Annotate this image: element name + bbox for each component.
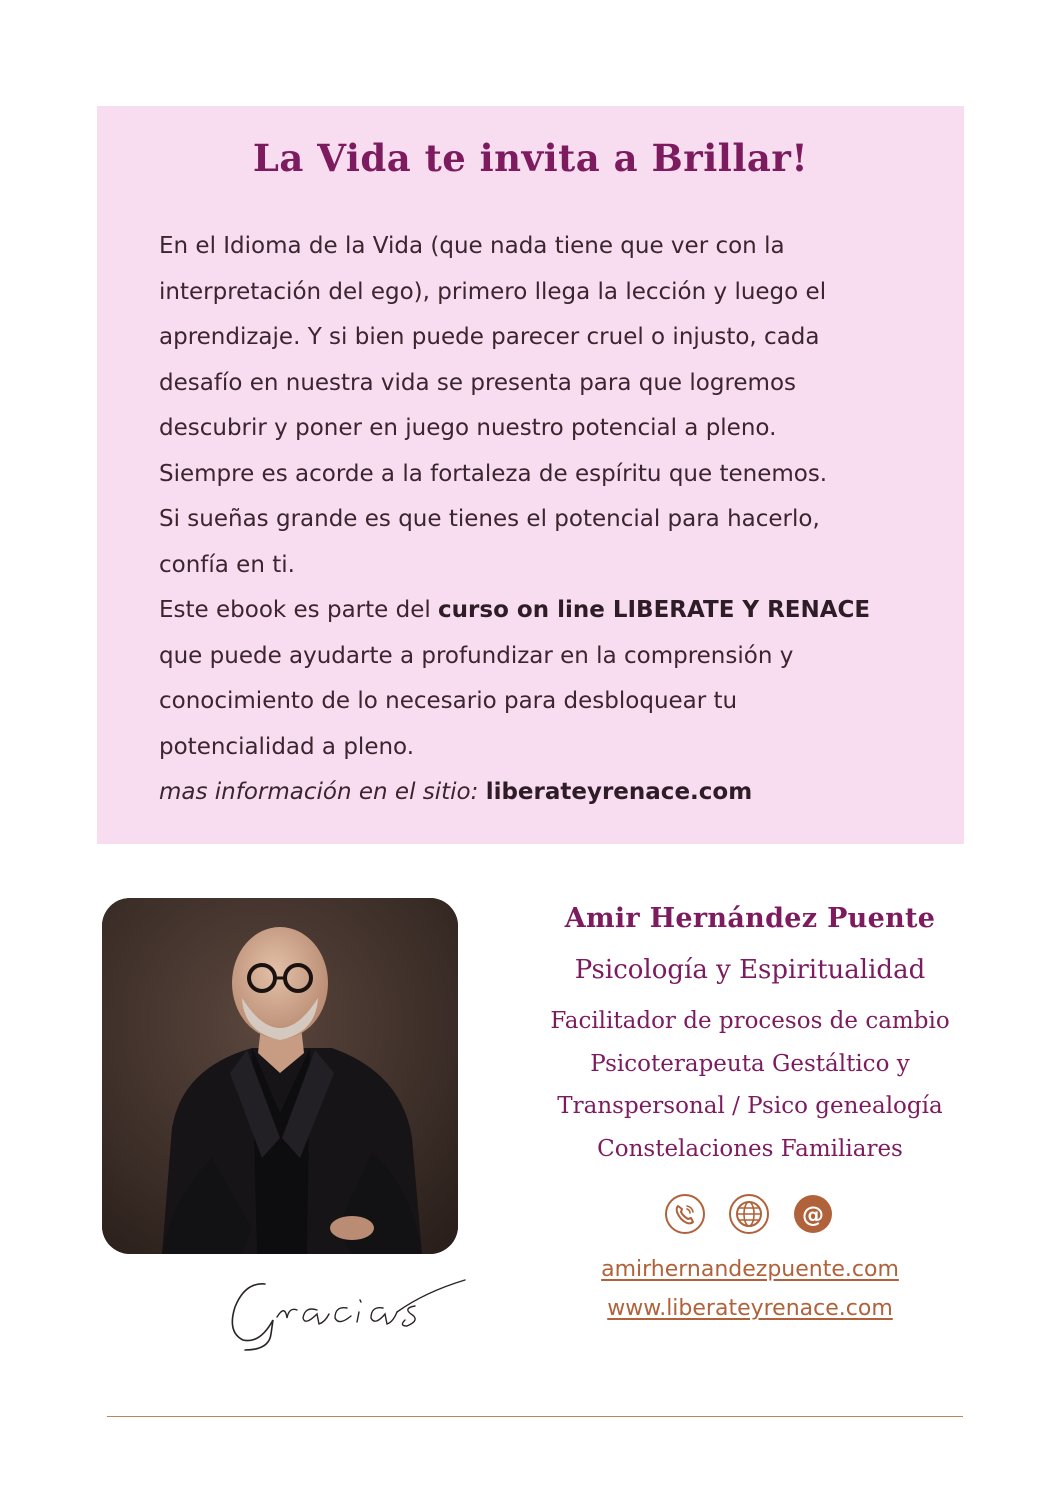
contact-links <box>530 1250 970 1328</box>
author-website-link[interactable]: amirhernandezpuente.com <box>601 1257 899 1282</box>
intro-body <box>159 224 939 816</box>
globe-icon[interactable] <box>728 1193 770 1235</box>
phone-icon[interactable] <box>664 1193 706 1235</box>
more-info-site: liberateyrenace.com <box>485 779 753 805</box>
author-name: Amir Hernández Puente <box>564 903 936 934</box>
intro-line: En el Idioma de la Vida (que nada tiene que ver con la <box>159 233 785 259</box>
intro-line: descubrir y poner en juego nuestro potencial a pleno. <box>159 415 777 441</box>
more-info-label: mas información en el sitio: <box>159 779 486 805</box>
author-subtitle: Psicología y Espiritualidad <box>574 955 926 985</box>
course-line: que puede ayudarte a profundizar en la comprensión y <box>159 642 794 669</box>
course-line: potencialidad a pleno. <box>159 733 415 760</box>
author-role: Psicoterapeuta Gestáltico y <box>590 1050 910 1077</box>
footer-divider <box>107 1416 963 1417</box>
course-prefix: Este ebook es parte del <box>159 597 439 623</box>
intro-line: aprendizaje. Y si bien puede parecer cruel o injusto, cada <box>159 324 820 350</box>
course-website-link[interactable]: www.liberateyrenace.com <box>607 1296 893 1321</box>
intro-line: Siempre es acorde a la fortaleza de espíritu que tenemos. <box>159 460 828 487</box>
course-name: curso on line LIBERATE Y RENACE <box>438 597 871 623</box>
course-line: conocimiento de lo necesario para desbloquear tu <box>159 688 738 714</box>
intro-line: confía en ti. <box>159 551 295 578</box>
svg-text:@: @ <box>802 1203 824 1228</box>
author-info <box>530 896 970 1170</box>
course-line <box>159 588 939 634</box>
author-role: Facilitador de procesos de cambio <box>550 1008 950 1034</box>
at-sign-icon[interactable] <box>792 1193 834 1235</box>
intro-line: interpretación del ego), primero llega la lección y luego el <box>159 278 827 305</box>
signature <box>225 1262 475 1352</box>
more-info-line <box>159 770 939 816</box>
author-photo <box>102 898 458 1254</box>
author-role: Transpersonal / Psico genealogía <box>557 1093 943 1119</box>
contact-icons <box>664 1193 834 1235</box>
author-roles <box>530 1000 970 1170</box>
intro-line: desafío en nuestra vida se presenta para que logremos <box>159 369 797 396</box>
intro-line: Si sueñas grande es que tienes el potencial para hacerlo, <box>159 506 820 532</box>
page-title: La Vida te invita a Brillar! <box>252 136 809 180</box>
author-role: Constelaciones Familiares <box>597 1135 903 1162</box>
